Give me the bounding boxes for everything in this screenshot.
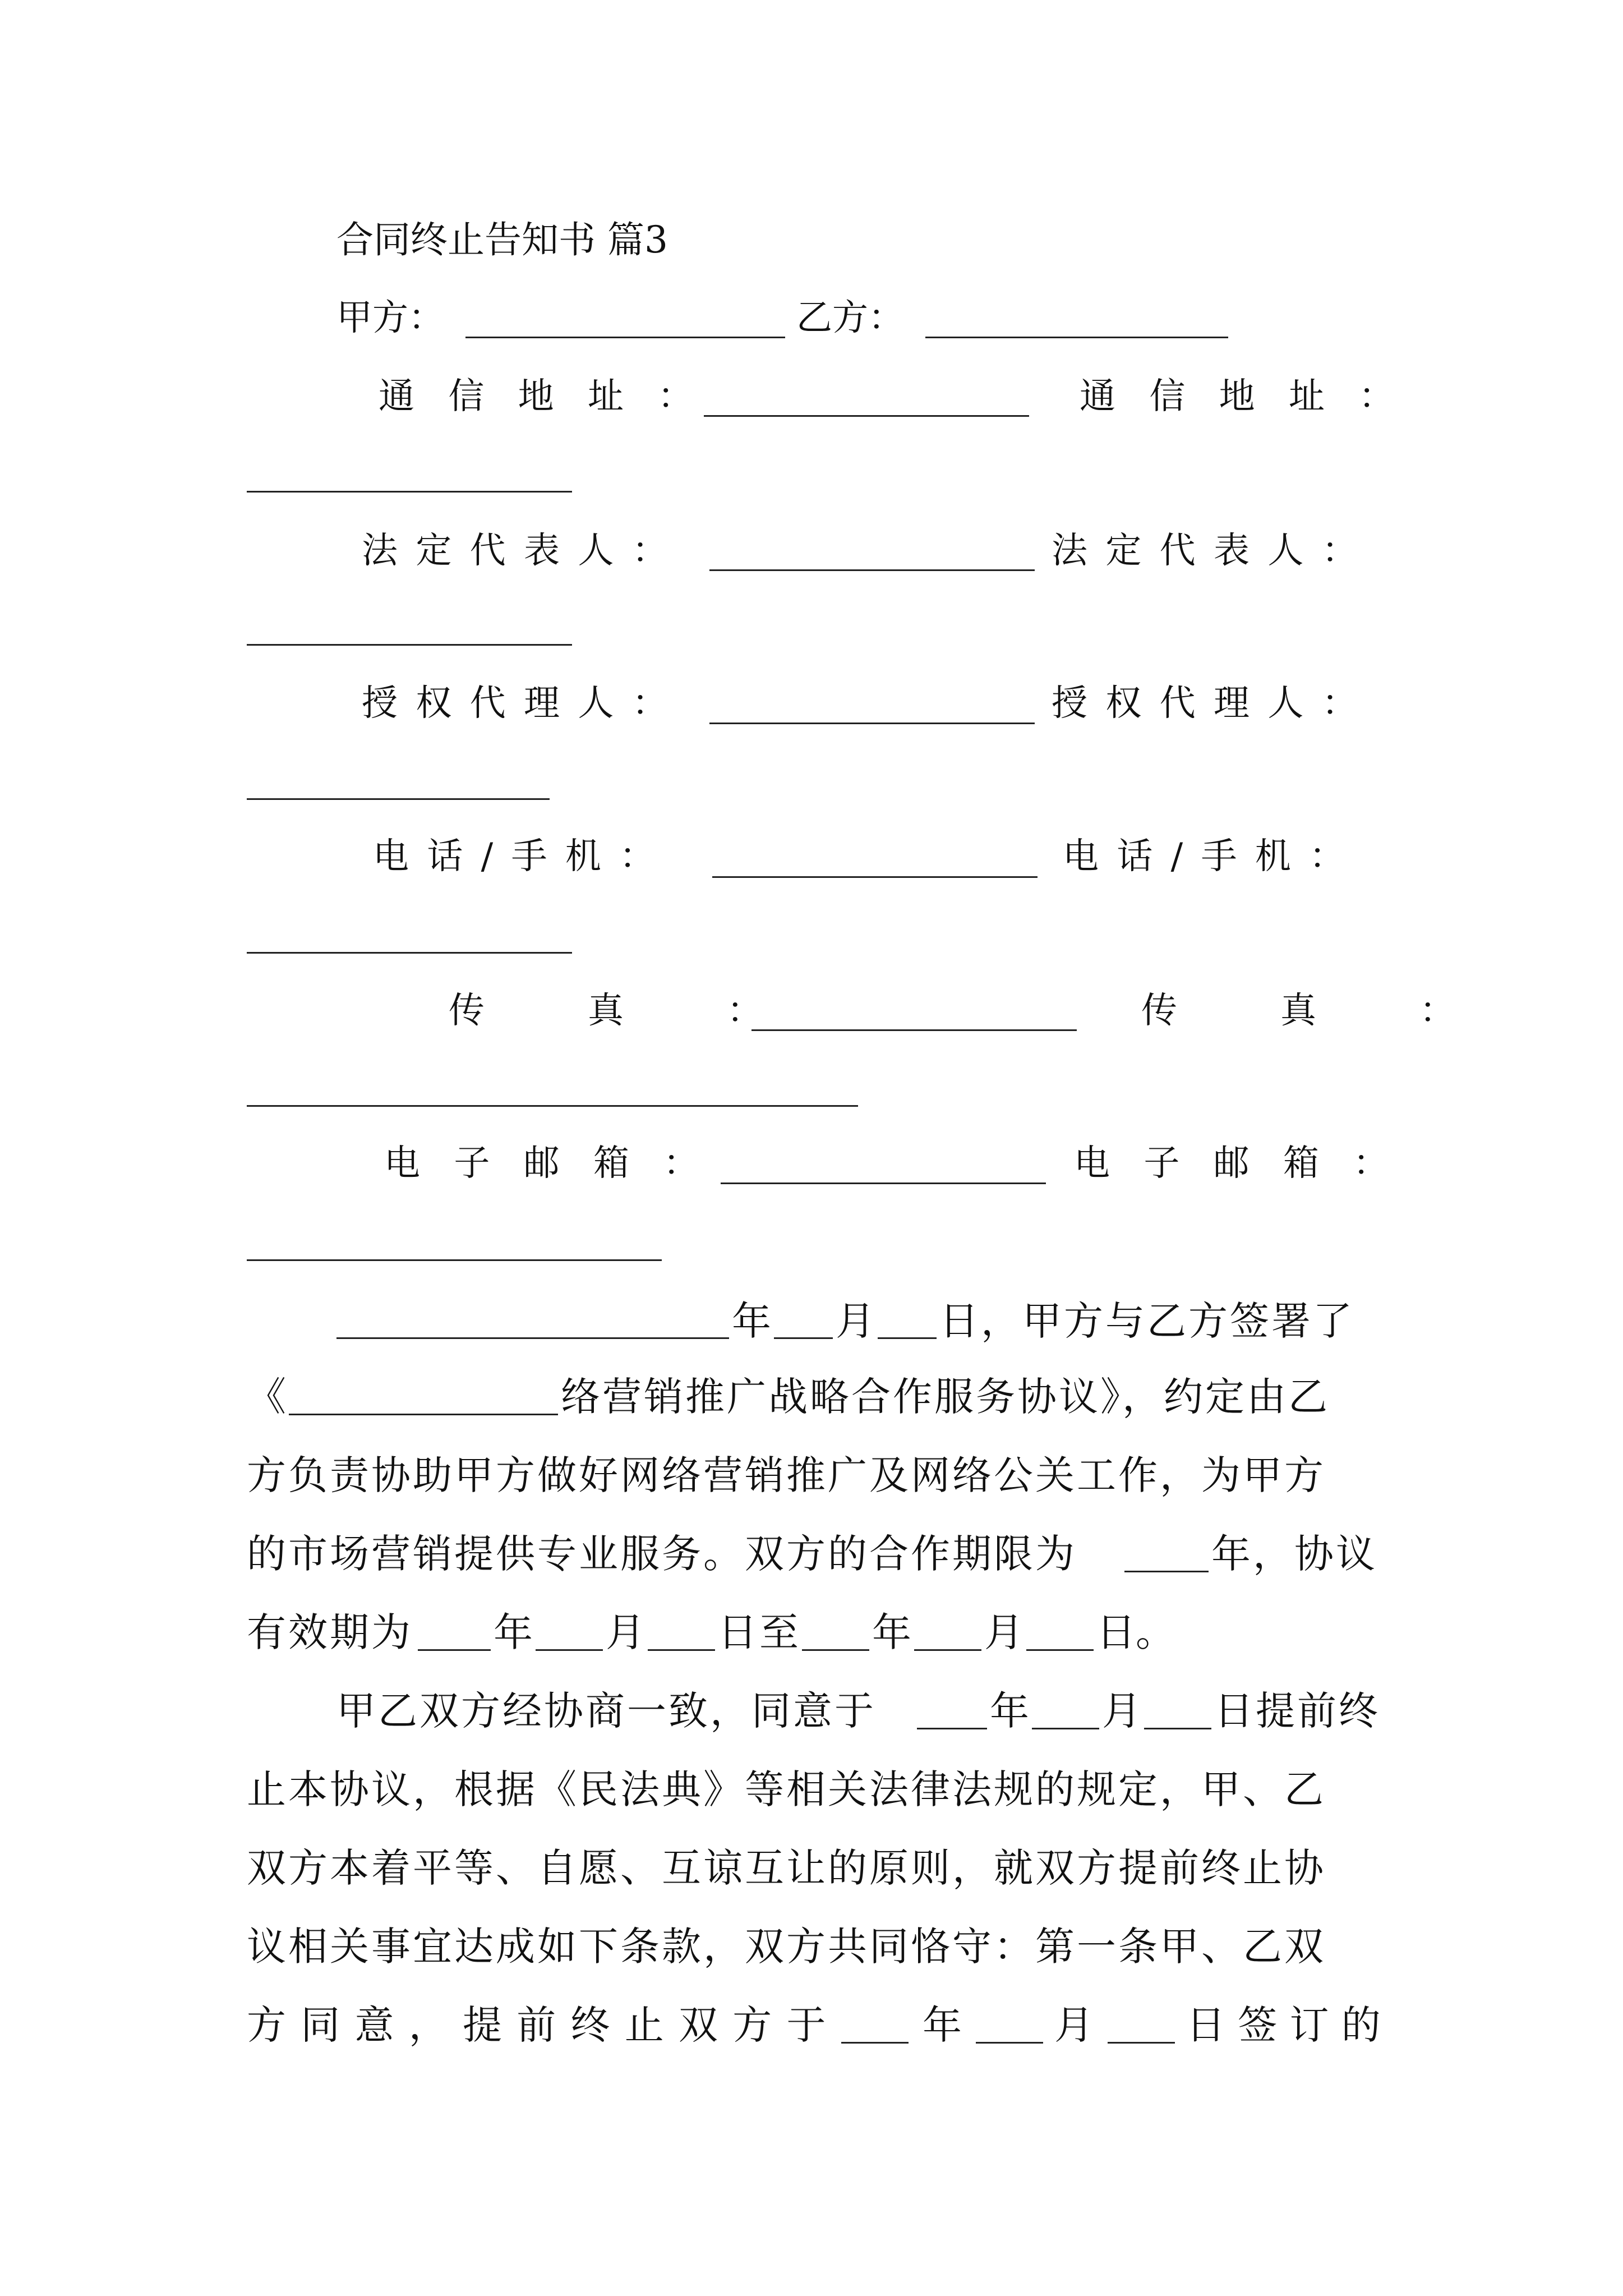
party-a-label: 甲方： xyxy=(336,297,444,339)
signed-year-blank[interactable] xyxy=(841,2042,909,2044)
para2-line1-d: 日提前终 xyxy=(1214,1688,1380,1734)
party-a-blank[interactable] xyxy=(465,337,785,338)
agent-b-blank-wrap[interactable] xyxy=(247,798,550,800)
valid-from-month-blank[interactable] xyxy=(536,1649,603,1651)
para2-line5-d: 日 签 订 的 xyxy=(1186,2002,1381,2048)
date-month-blank[interactable] xyxy=(774,1337,833,1339)
agent-a-blank[interactable] xyxy=(709,723,1035,724)
para1-line4-pre: 的市场营销提供专业服务。双方的合作期限为 xyxy=(247,1531,1077,1577)
email-b-label: 电 子 邮 箱 ： xyxy=(1074,1143,1400,1184)
valid-to-day-blank[interactable] xyxy=(1026,1649,1094,1651)
term-years-blank[interactable] xyxy=(1124,1571,1209,1572)
fax-a-label: 传 真 ： xyxy=(449,990,796,1032)
para2-line5-b: 年 xyxy=(923,2002,962,2048)
para1-line2-post: 络营销推广战略合作服务协议》，约定由乙 xyxy=(561,1374,1330,1420)
email-b-blank-wrap[interactable] xyxy=(247,1259,662,1261)
fax-b-blank-wrap[interactable] xyxy=(247,1105,858,1107)
para2-line2: 止本协议，根据《民法典》等相关法律法规的规定，甲、乙 xyxy=(247,1766,1326,1812)
para2-line5-a: 方 同 意 ， 提 前 终 止 双 方 于 xyxy=(247,2002,827,2048)
legal-rep-a-blank[interactable] xyxy=(709,569,1035,571)
para1-line5-f: 月 xyxy=(984,1609,1023,1655)
date-year-blank[interactable] xyxy=(336,1337,729,1339)
email-a-label: 电 子 邮 箱 ： xyxy=(384,1143,711,1184)
signed-day-blank[interactable] xyxy=(1108,2042,1175,2044)
para1-line5-b: 年 xyxy=(494,1609,533,1655)
para1-line4-post: 年，协议 xyxy=(1211,1531,1377,1577)
party-b-blank[interactable] xyxy=(925,337,1228,338)
valid-from-day-blank[interactable] xyxy=(648,1649,715,1651)
para1-year: 年 xyxy=(732,1298,771,1344)
para1-line5-g: 日。 xyxy=(1096,1609,1175,1655)
legal-rep-a-label: 法 定 代 表 人 ： xyxy=(362,530,671,572)
para1-line5-e: 年 xyxy=(872,1609,911,1655)
para2-line1-a: 甲乙双方经协商一致，同意于 xyxy=(336,1688,876,1734)
para1-line5-c: 月 xyxy=(606,1609,645,1655)
agent-a-label: 授 权 代 理 人 ： xyxy=(362,683,671,724)
para2-line1-b: 年 xyxy=(990,1688,1029,1734)
para1-month: 月 xyxy=(836,1298,875,1344)
address-b-label: 通 信 地 址 ： xyxy=(1080,376,1406,417)
para1-line3: 方负责协助甲方做好网络营销推广及网络公关工作，为甲方 xyxy=(247,1452,1326,1498)
date-day-blank[interactable] xyxy=(878,1337,937,1339)
para1-line5-d: 日至 xyxy=(718,1609,801,1655)
para2-line3: 双方本着平等、自愿、互谅互让的原则，就双方提前终止协 xyxy=(247,1845,1326,1891)
fax-a-blank[interactable] xyxy=(751,1029,1077,1031)
terminate-year-blank[interactable] xyxy=(917,1728,987,1729)
phone-a-label: 电 话 / 手 机 ： xyxy=(373,836,659,877)
legal-rep-b-blank-wrap[interactable] xyxy=(247,644,572,646)
para2-line1-c: 月 xyxy=(1102,1688,1141,1734)
phone-b-label: 电 话 / 手 机 ： xyxy=(1063,836,1349,877)
page-title: 合同终止告知书 篇3 xyxy=(336,218,668,261)
terminate-month-blank[interactable] xyxy=(1032,1728,1099,1729)
email-a-blank[interactable] xyxy=(721,1182,1046,1184)
signed-month-blank[interactable] xyxy=(976,2042,1043,2044)
party-b-label: 乙方： xyxy=(796,297,904,339)
fax-b-label: 传 真 ： xyxy=(1141,990,1489,1032)
para1-line5-a: 有效期为 xyxy=(247,1609,413,1655)
para2-line5-c: 月 xyxy=(1054,2002,1094,2048)
agent-b-label: 授 权 代 理 人 ： xyxy=(1052,683,1361,724)
phone-a-blank[interactable] xyxy=(712,876,1038,878)
phone-b-blank-wrap[interactable] xyxy=(247,952,572,954)
para1-line2-pre: 《 xyxy=(247,1374,286,1420)
valid-from-year-blank[interactable] xyxy=(418,1649,491,1651)
para1-line1-rest: 日，甲方与乙方签署了 xyxy=(939,1298,1354,1344)
legal-rep-b-label: 法 定 代 表 人 ： xyxy=(1052,530,1361,572)
para2-line4: 议相关事宜达成如下条款，双方共同恪守：第一条甲、乙双 xyxy=(247,1924,1326,1970)
address-a-label: 通 信 地 址 ： xyxy=(379,376,705,417)
address-a-blank[interactable] xyxy=(704,415,1029,417)
terminate-day-blank[interactable] xyxy=(1144,1728,1211,1729)
agreement-name-blank[interactable] xyxy=(289,1414,558,1415)
valid-to-year-blank[interactable] xyxy=(802,1649,869,1651)
address-b-blank-wrap[interactable] xyxy=(247,491,572,493)
valid-to-month-blank[interactable] xyxy=(914,1649,981,1651)
